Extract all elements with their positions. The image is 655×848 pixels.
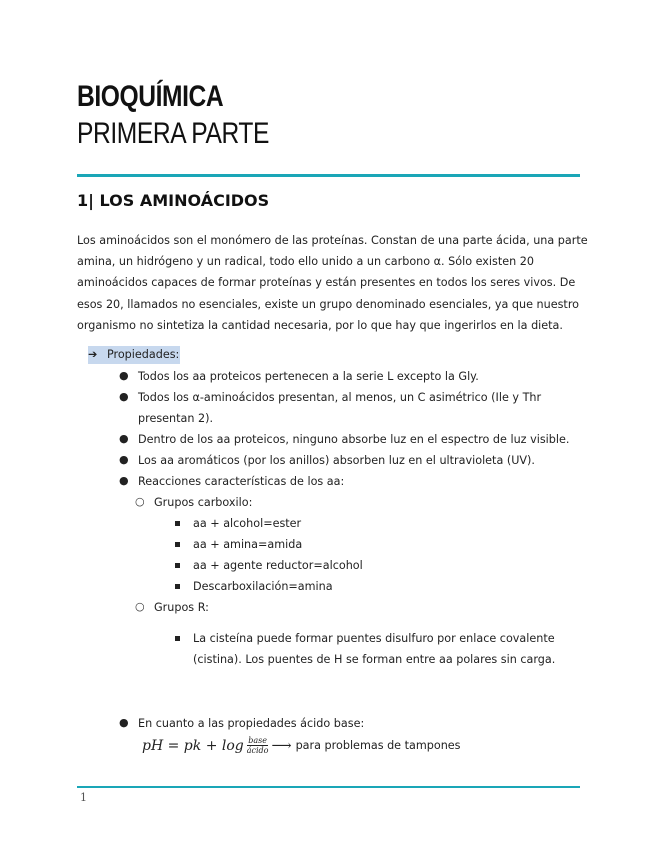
document-title: BIOQUÍMICA bbox=[77, 80, 224, 113]
list-item: Reacciones características de los aa: bbox=[138, 475, 345, 488]
arrow-right-icon: ⟶ bbox=[271, 737, 292, 754]
intro-line: esos 20, llamados no esenciales, existe un grupo denominado esenciales, ya que nuestro bbox=[77, 297, 580, 311]
ph-formula bbox=[142, 736, 461, 755]
properties-label: Propiedades: bbox=[106, 348, 180, 361]
bullet-icon: ● bbox=[119, 474, 129, 487]
title-divider bbox=[77, 174, 580, 177]
intro-line: Los aminoácidos son el monómero de las proteínas. Constan de una parte ácida, una parte bbox=[77, 234, 588, 247]
list-item: En cuanto a las propiedades ácido base: bbox=[138, 717, 365, 730]
intro-line: amina, un hidrógeno y un radical, todo ello unido a un carbono α. Sólo existen 20 bbox=[77, 255, 534, 269]
sublist-item: aa + alcohol=ester bbox=[193, 517, 302, 530]
list-item-continuation: presentan 2). bbox=[138, 412, 214, 425]
list-item: Los aa aromáticos (por los anillos) absorben luz en el ultravioleta (UV). bbox=[138, 454, 535, 467]
formula-fraction bbox=[247, 736, 269, 755]
bullet-icon: ● bbox=[119, 369, 129, 382]
circle-bullet-icon: ○ bbox=[135, 495, 145, 508]
formula-left: pH = pk + log bbox=[142, 737, 244, 754]
circle-bullet-icon: ○ bbox=[135, 600, 145, 613]
sublist-heading: Grupos carboxilo: bbox=[154, 496, 253, 509]
properties-heading bbox=[88, 346, 180, 364]
bullet-icon: ● bbox=[119, 716, 129, 729]
arrow-icon: ➔ bbox=[88, 348, 98, 361]
sublist-item: Descarboxilación=amina bbox=[193, 580, 333, 593]
sublist-heading: Grupos R: bbox=[154, 601, 209, 614]
intro-paragraph bbox=[77, 230, 588, 336]
formula-note: para problemas de tampones bbox=[295, 739, 461, 752]
square-bullet-icon bbox=[175, 521, 180, 526]
bullet-icon: ● bbox=[119, 432, 129, 445]
bullet-icon: ● bbox=[119, 390, 129, 403]
list-item: Dentro de los aa proteicos, ninguno absorbe luz en el espectro de luz visible. bbox=[138, 433, 570, 446]
list-item: Todos los α-aminoácidos presentan, al menos, un C asimétrico (Ile y Thr bbox=[138, 391, 542, 404]
page-number: 1 bbox=[80, 791, 87, 804]
sublist-item-continuation: (cistina). Los puentes de H se forman entre aa polares sin carga. bbox=[193, 653, 556, 666]
square-bullet-icon bbox=[175, 563, 180, 568]
sublist-item: aa + agente reductor=alcohol bbox=[193, 559, 363, 572]
intro-line: organismo no sintetiza la cantidad necesaria, por lo que hay que ingerirlos en la dieta. bbox=[77, 318, 563, 332]
document-subtitle: PRIMERA PARTE bbox=[77, 117, 269, 150]
square-bullet-icon bbox=[175, 542, 180, 547]
intro-line: aminoácidos capaces de formar proteínas y están presentes en todos los seres vivos. De bbox=[77, 276, 576, 290]
square-bullet-icon bbox=[175, 636, 180, 641]
sublist-item: aa + amina=amida bbox=[193, 538, 303, 551]
list-item: Todos los aa proteicos pertenecen a la serie L excepto la Gly. bbox=[138, 370, 479, 383]
square-bullet-icon bbox=[175, 584, 180, 589]
fraction-denominator: ácido bbox=[246, 746, 269, 755]
section-heading: 1| LOS AMINOÁCIDOS bbox=[77, 191, 270, 210]
footer-divider bbox=[77, 786, 580, 788]
fraction-numerator: base bbox=[248, 736, 267, 745]
bullet-icon: ● bbox=[119, 453, 129, 466]
sublist-item: La cisteína puede formar puentes disulfuro por enlace covalente bbox=[193, 632, 555, 645]
